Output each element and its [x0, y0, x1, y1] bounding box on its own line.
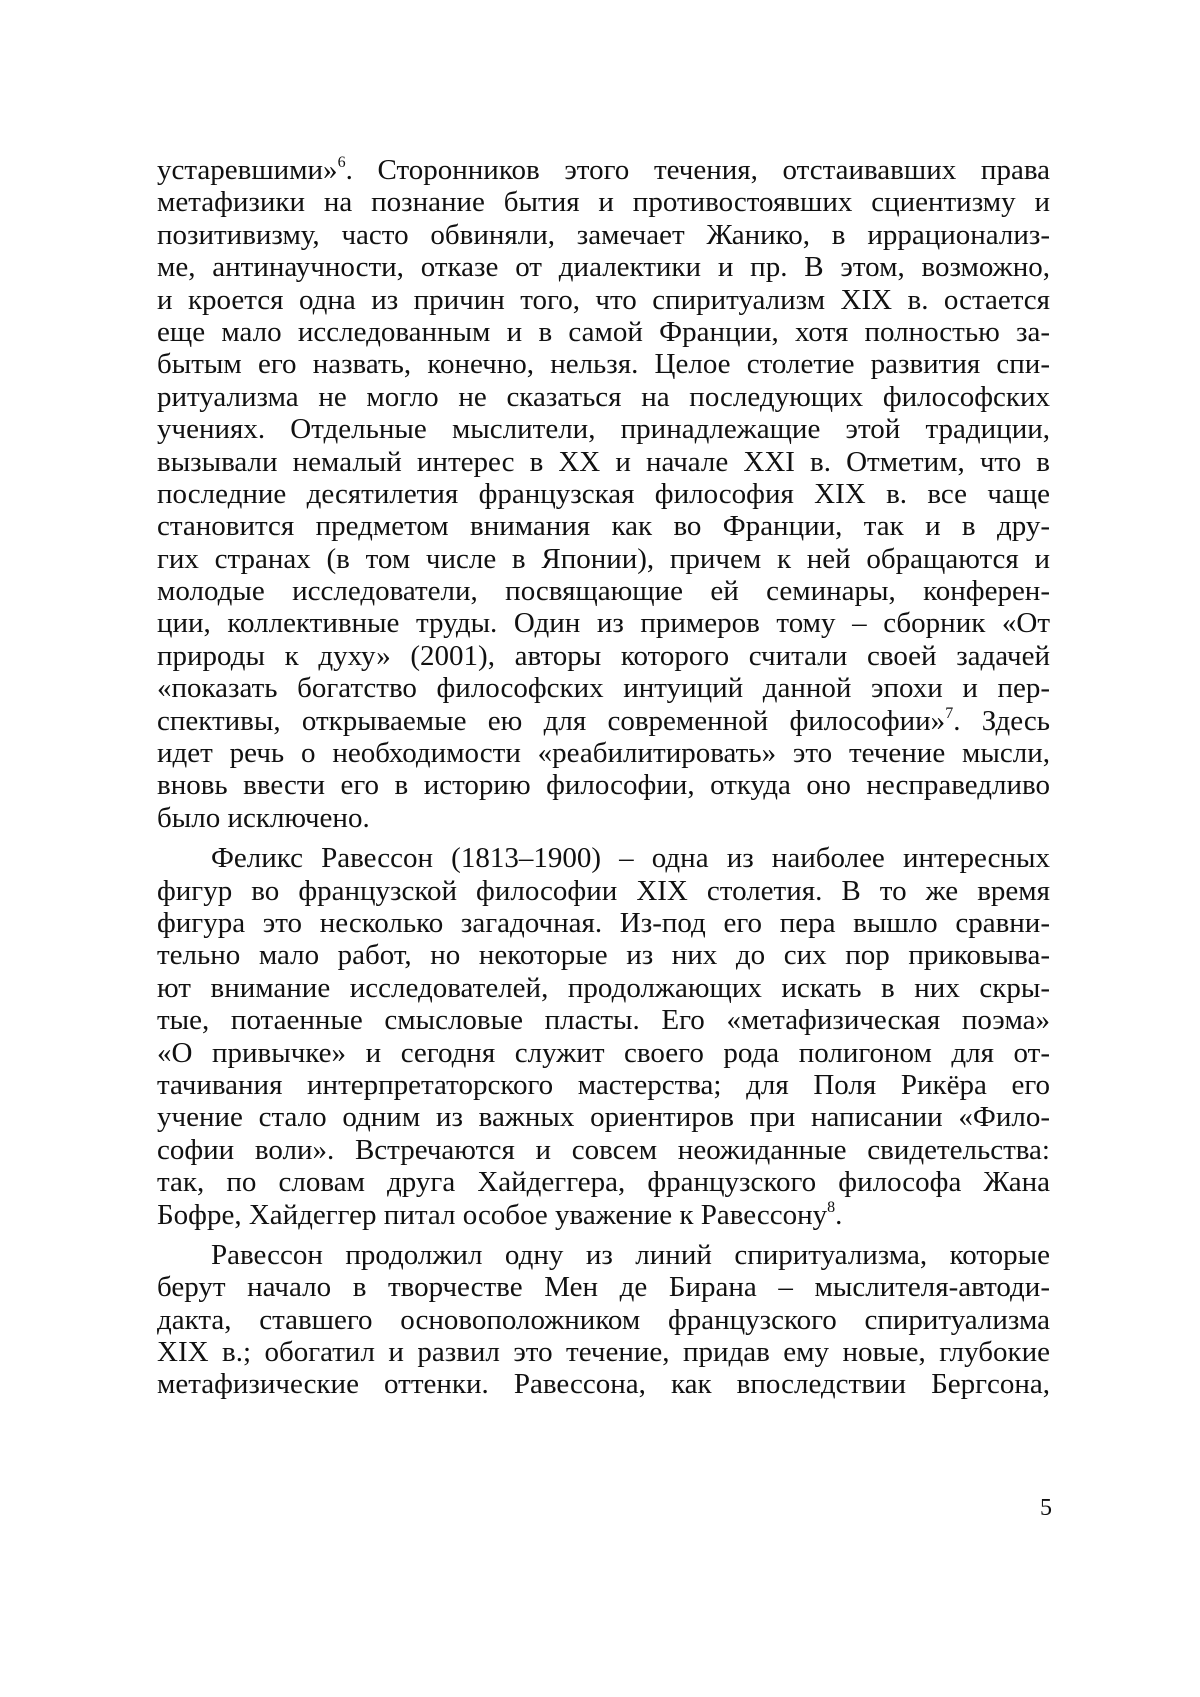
line-text: устаревшими»$^6$. Сторонников этого течения, отстаивавших права [157, 154, 1050, 186]
text-line: вновь ввести его в историю философии, откуда оно несправедливо [157, 769, 1050, 802]
body-text [157, 154, 1050, 1401]
text-line [157, 705, 1050, 737]
text-line: дакта, ставшего основоположником французского спиритуализма [157, 1303, 1050, 1336]
line-text: спективы, открываемые ею для современной философии»$^7$. Здесь [157, 704, 1050, 737]
text-line: позитивизму, часто обвиняли, замечает Жанико, в иррационализ- [157, 218, 1050, 251]
text-line: становится предметом внимания как во Франции, так и в дру- [157, 510, 1050, 543]
text-line: Феликс Равессон (1813–1900) – одна из наиболее интересных [211, 842, 1050, 875]
text-line: тельно мало работ, но некоторые из них до сих пор приковыва- [157, 939, 1050, 972]
text-line: метафизики на познание бытия и противостоявших сциентизму и [157, 186, 1050, 219]
text-line: ют внимание исследователей, продолжающих искать в них скры- [157, 971, 1050, 1004]
page-number: 5 [1040, 1495, 1052, 1521]
text-line: фигура это несколько загадочная. Из-под его пера вышло сравни- [157, 906, 1050, 939]
text-line: софии воли». Встречаются и совсем неожиданные свидетельства: [157, 1133, 1050, 1166]
text-line: «О привычке» и сегодня служит своего рода полигоном для от- [157, 1036, 1050, 1069]
text-line: ритуализма не могло не сказаться на последующих философских [157, 380, 1050, 413]
text-line: метафизические оттенки. Равессона, как впоследствии Бергсона, [157, 1368, 1050, 1401]
paragraph-3 [157, 1239, 1050, 1401]
text-line: учениях. Отдельные мыслители, принадлежащие этой традиции, [157, 413, 1050, 446]
text-line: идет речь о необходимости «реабилитировать» это течение мысли, [157, 737, 1050, 770]
text-line [157, 1199, 1050, 1231]
text-line: тачивания интерпретаторского мастерства; для Поля Рикёра его [157, 1068, 1050, 1101]
text-line: гих странах (в том числе в Японии), причем к ней обращаются и [157, 542, 1050, 575]
text-line: тые, потаенные смысловые пласты. Его «метафизическая поэма» [157, 1004, 1050, 1037]
text-line [157, 154, 1050, 186]
text-line: фигур во французской философии XIX столетия. В то же время [157, 874, 1050, 907]
text-line: природы к духу» (2001), авторы которого считали своей задачей [157, 639, 1050, 672]
line-text: Бофре, Хайдеггер питал особое уважение к Равессону$^8$. [157, 1198, 843, 1231]
text-line: вызывали немалый интерес в XX и начале XXI в. Отметим, что в [157, 445, 1050, 478]
paragraph-1 [157, 154, 1050, 834]
text-line: и кроется одна из причин того, что спиритуализм XIX в. остается [157, 283, 1050, 316]
text-line: было исключено. [157, 801, 370, 834]
text-line: ции, коллективные труды. Один из примеров тому – сборник «От [157, 607, 1050, 640]
text-line: молодые исследователи, посвящающие ей семинары, конферен- [157, 575, 1050, 608]
paragraph-2 [157, 842, 1050, 1231]
text-line: «показать богатство философских интуиций данной эпохи и пер- [157, 672, 1050, 705]
paragraph-spacing [157, 1231, 1050, 1239]
paragraph-spacing [157, 834, 1050, 842]
text-line: бытым его назвать, конечно, нельзя. Целое столетие развития спи- [157, 348, 1050, 381]
text-line: так, по словам друга Хайдеггера, французского философа Жана [157, 1166, 1050, 1199]
text-line: ме, антинаучности, отказе от диалектики и пр. В этом, возможно, [157, 251, 1050, 284]
text-line: XIX в.; обогатил и развил это течение, придав ему новые, глубокие [157, 1336, 1050, 1369]
text-line: последние десятилетия французская философия XIX в. все чаще [157, 477, 1050, 510]
text-line: еще мало исследованным и в самой Франции, хотя полностью за- [157, 315, 1050, 348]
text-line: Равессон продолжил одну из линий спиритуализма, которые [211, 1238, 1050, 1271]
text-line: берут начало в творчестве Мен де Бирана – мыслителя-автоди- [157, 1271, 1050, 1304]
text-line: учение стало одним из важных ориентиров при написании «Фило- [157, 1101, 1050, 1134]
